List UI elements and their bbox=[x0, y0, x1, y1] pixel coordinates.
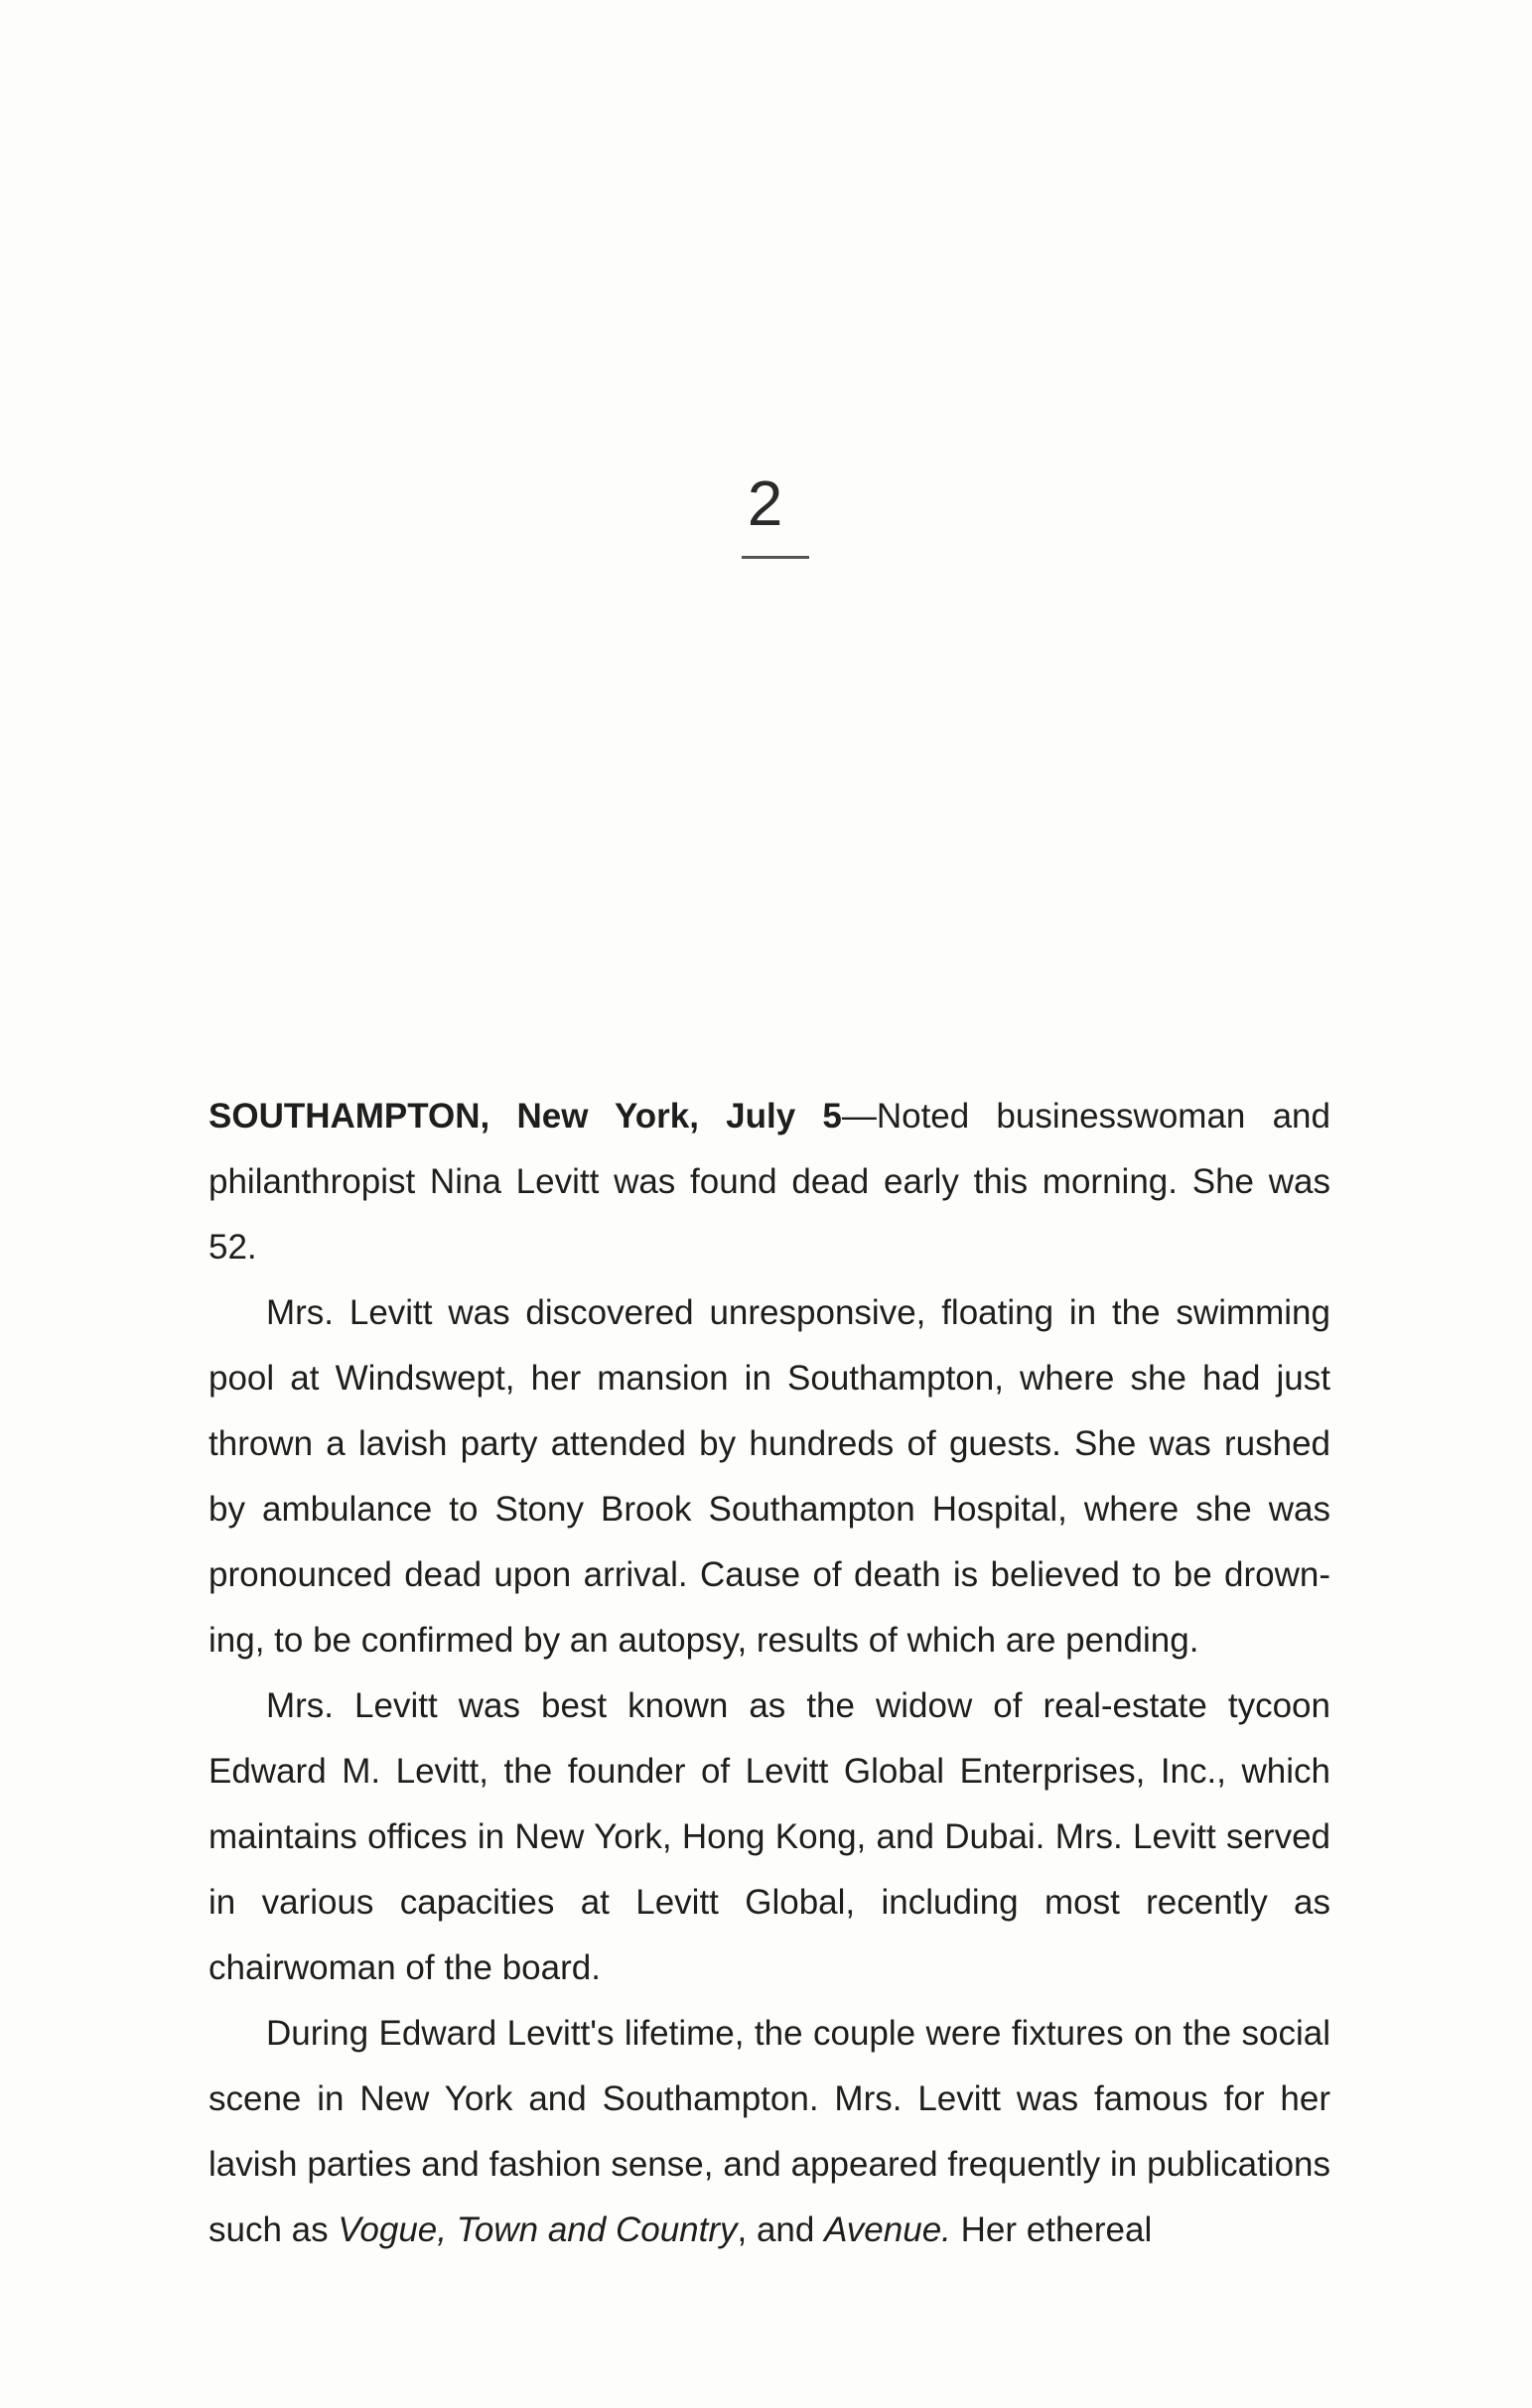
paragraph-1-text: Noted businesswoman and philanthropist Nina Levitt was found dead early this morning. She was 52. bbox=[209, 1097, 1330, 1267]
publication-vogue: Vogue, bbox=[338, 2210, 447, 2249]
article-body bbox=[209, 1084, 1330, 2263]
paragraph-4-text: During Edward Levitt's lifetime, the couple were fixtures on the social scene in New York and Southampton. Mrs. Levitt was famous for her lavish parties and fashion sense, and appeared frequently in publications such as bbox=[209, 2014, 1330, 2249]
dateline: SOUTHAMPTON, New York, July 5 bbox=[209, 1097, 842, 1136]
chapter-number: 2 bbox=[747, 468, 785, 539]
dateline-dash: — bbox=[841, 1097, 877, 1136]
paragraph-4-tail: Her ethereal bbox=[950, 2210, 1153, 2249]
separator-2: , and bbox=[737, 2210, 825, 2249]
publication-town-and-country: Town and Country bbox=[456, 2210, 738, 2249]
paragraph-4 bbox=[209, 2001, 1330, 2263]
publication-avenue: Avenue. bbox=[824, 2210, 951, 2249]
paragraph-2: Mrs. Levitt was discovered unresponsive, floating in the swimming pool at Windswept, her mansion in Southampton, where she had just thrown a lavish party attended by hundreds of guests. She was rushed by ambulance to Stony Brook Southampton Hospital, where she was pronounced dead upon arrival. Cause of death is believed to be drowning, to be confirmed by an autopsy, results of which are pending. bbox=[209, 1293, 1330, 1660]
paragraph-1 bbox=[209, 1084, 1330, 1280]
separator-1 bbox=[447, 2210, 457, 2249]
chapter-rule bbox=[742, 556, 809, 559]
paragraph-3: Mrs. Levitt was best known as the widow of real-estate tycoon Edward M. Levitt, the founder of Levitt Global Enterprises, Inc., which maintains offices in New York, Hong Kong, and Dubai. Mrs. Levitt served in various capacities at Levitt Global, including most recently as chairwoman of the board. bbox=[209, 1686, 1330, 1987]
